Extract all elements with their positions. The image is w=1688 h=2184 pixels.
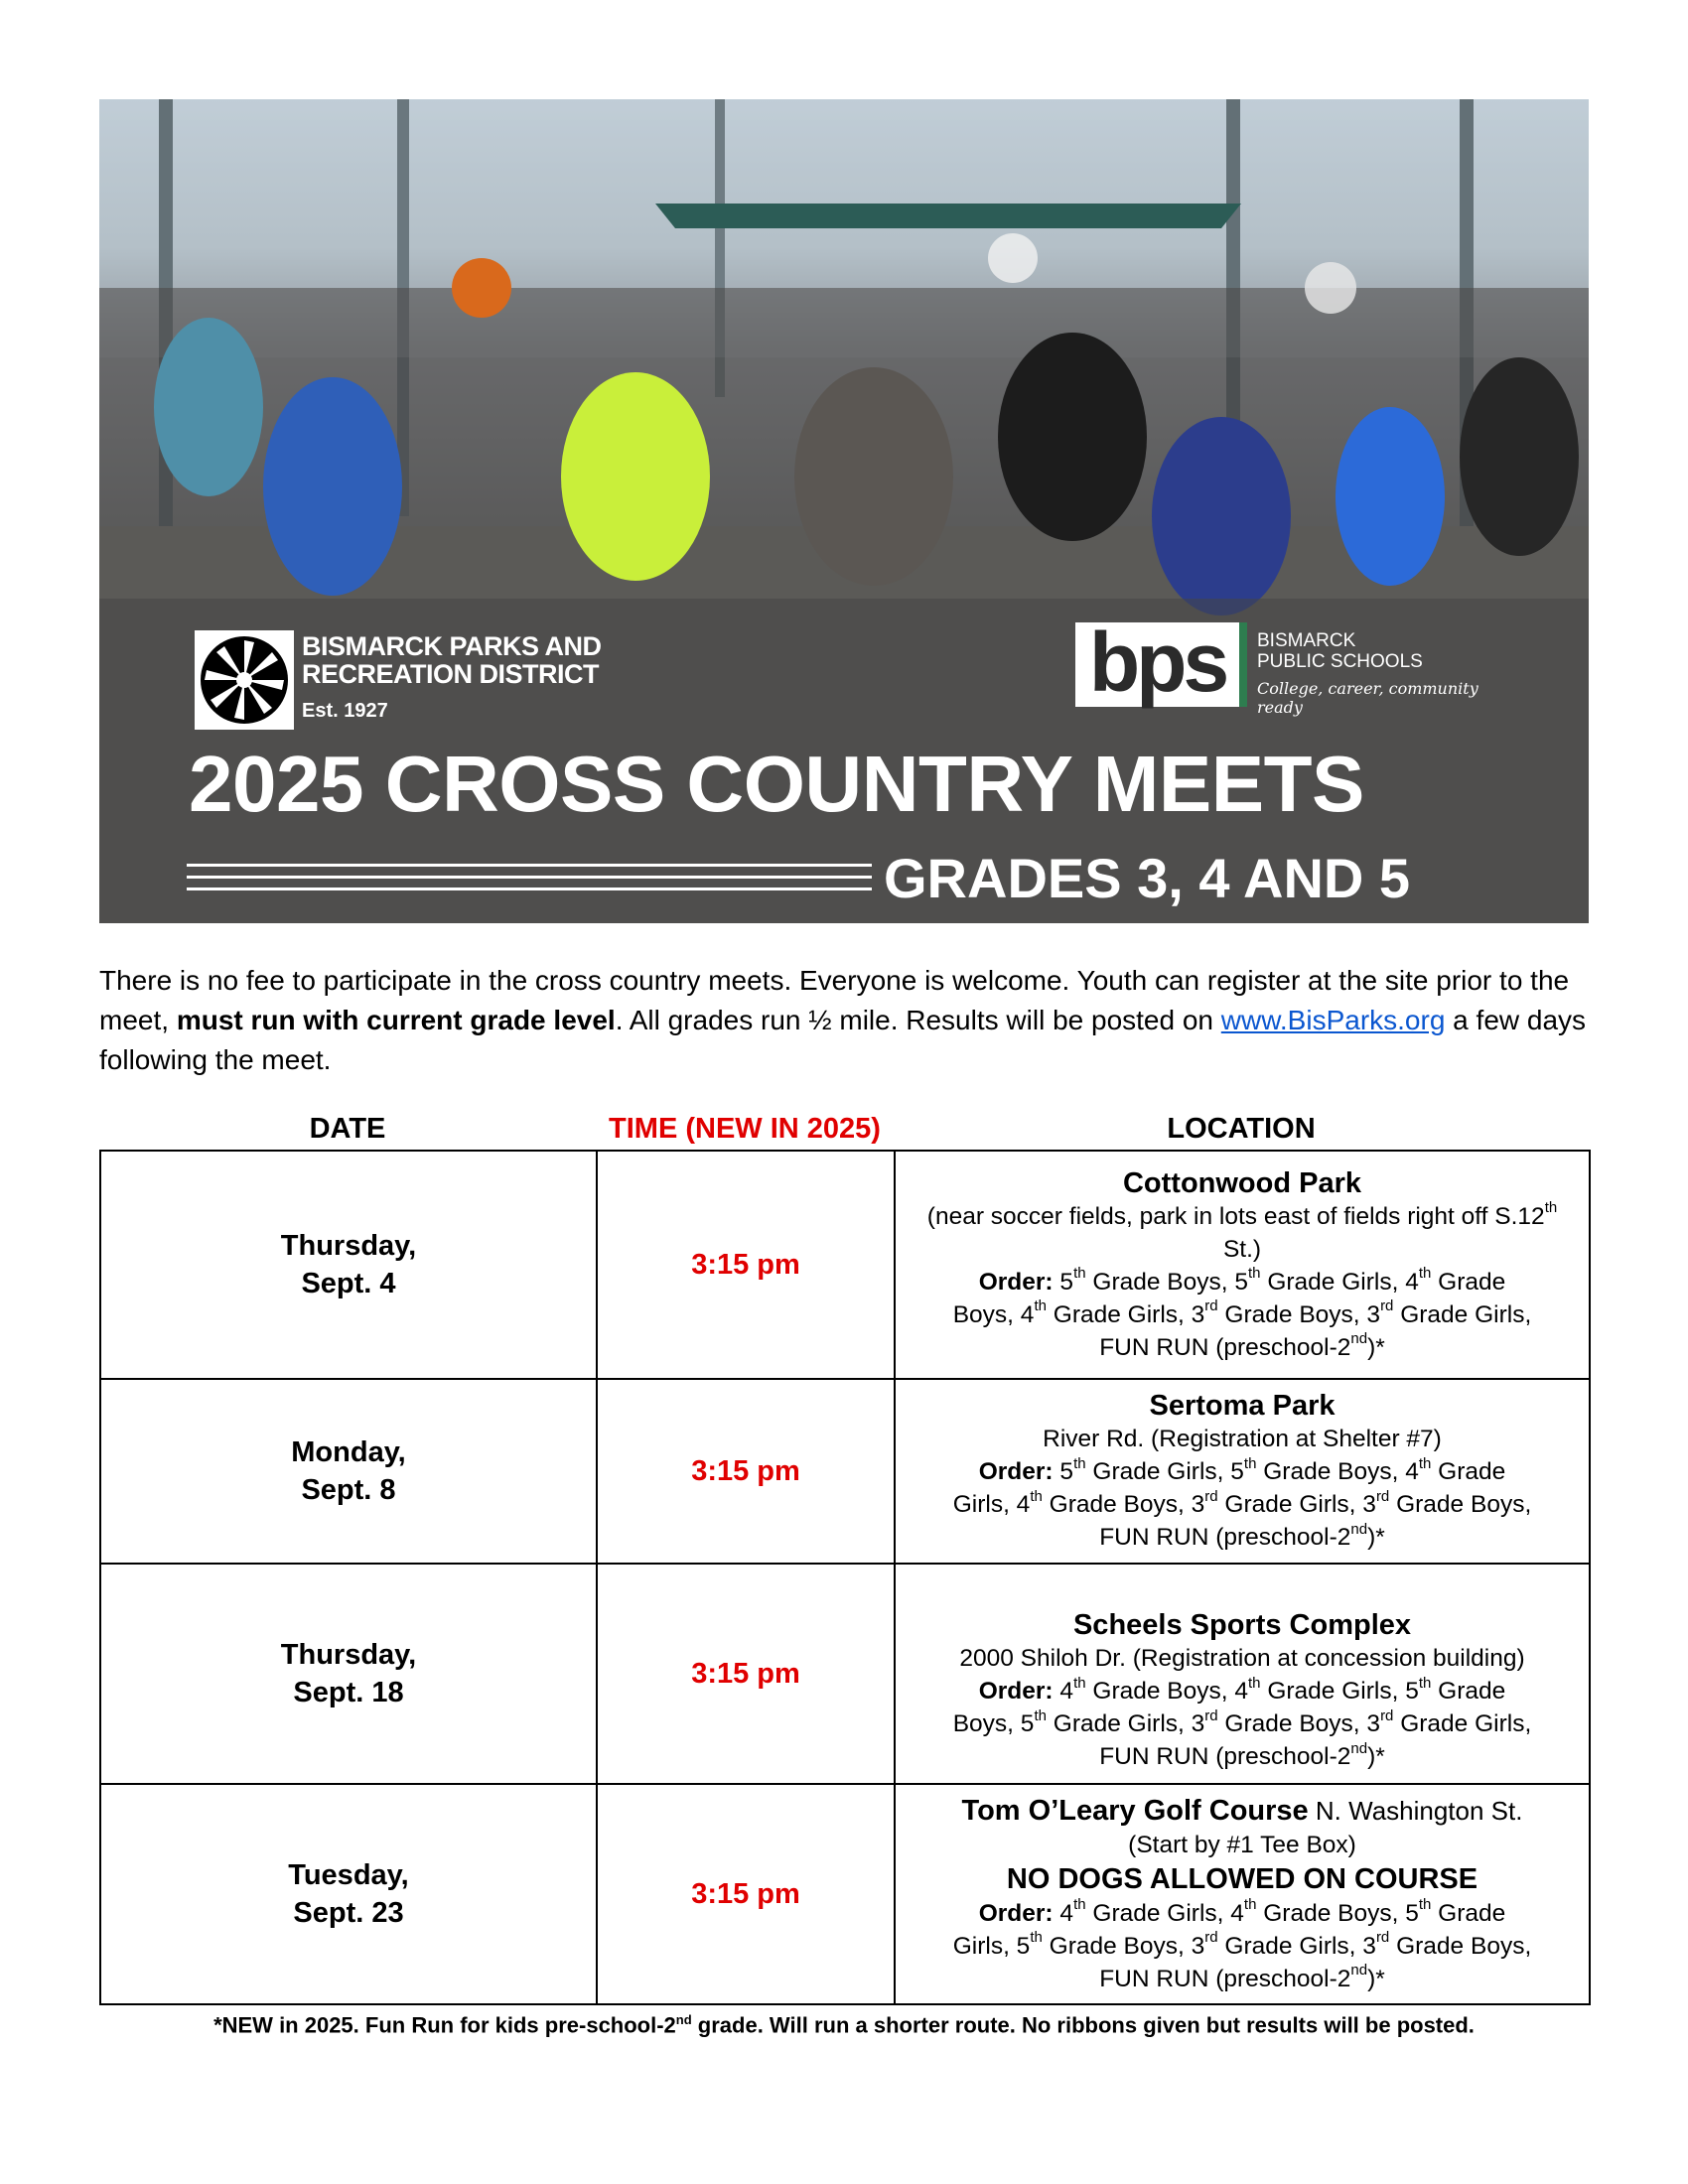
page-subtitle: GRADES 3, 4 AND 5 — [884, 847, 1411, 909]
bps-tagline: College, career, community ready — [1257, 679, 1478, 717]
date-day: Monday, — [291, 1436, 406, 1468]
time-cell: 3:15 pm — [597, 1784, 895, 2004]
meet-schedule-table — [99, 1150, 1591, 2005]
location-name: Scheels Sports Complex — [1072, 1609, 1412, 1641]
bprd-name: BISMARCK PARKS AND RECREATION DISTRICT — [302, 631, 602, 689]
bisparks-link[interactable]: www.BisParks.org — [1220, 1005, 1446, 1035]
race-order: Order: 5th Grade Girls, 5th Grade Boys, 4th Grade — [978, 1454, 1506, 1485]
race-order-cont: Girls, 4th Grade Boys, 3rd Grade Girls, 3rd Grade Boys, — [952, 1487, 1532, 1518]
hero-banner — [99, 99, 1589, 923]
race-order: Order: 4th Grade Boys, 4th Grade Girls, 5th Grade — [978, 1674, 1506, 1705]
date-day: Thursday, — [280, 1230, 417, 1262]
date-day: Thursday, — [280, 1639, 417, 1671]
fun-run-note: FUN RUN (preschool-2nd)* — [1099, 1739, 1385, 1770]
fun-run-note: FUN RUN (preschool-2nd)* — [1099, 1330, 1385, 1361]
date-cell — [100, 1379, 597, 1564]
pinwheel-logo-icon — [195, 630, 294, 730]
bprd-logo — [195, 630, 671, 730]
date-value: Sept. 18 — [293, 1677, 404, 1708]
date-day: Tuesday, — [288, 1859, 409, 1891]
time-cell: 3:15 pm — [597, 1151, 895, 1379]
time-cell: 3:15 pm — [597, 1564, 895, 1784]
intro-text-3: a few days following the meet. — [99, 1005, 1587, 1075]
table-row — [100, 1151, 1590, 1379]
bps-accent-bar — [1239, 622, 1247, 707]
table-row — [100, 1784, 1590, 2004]
intro-paragraph — [99, 961, 1599, 1080]
bps-logo — [1075, 615, 1502, 722]
race-order-cont: Girls, 5th Grade Boys, 3rd Grade Girls, 3rd Grade Boys, — [952, 1929, 1532, 1960]
fun-run-note: FUN RUN (preschool-2nd)* — [1099, 1520, 1385, 1551]
location-cell — [895, 1784, 1590, 2004]
race-order: Order: 4th Grade Girls, 4th Grade Boys, 5th Grade — [978, 1896, 1506, 1927]
table-row — [100, 1379, 1590, 1564]
race-order-cont: Boys, 4th Grade Girls, 3rd Grade Boys, 3rd Grade Girls, — [952, 1297, 1532, 1328]
location-name: Sertoma Park — [1149, 1390, 1336, 1422]
header-time: TIME (NEW IN 2025) — [609, 1113, 881, 1145]
location-detail: (Start by #1 Tee Box) — [1128, 1831, 1356, 1858]
header-location: LOCATION — [1167, 1113, 1316, 1145]
location-detail: River Rd. (Registration at Shelter #7) — [1043, 1426, 1442, 1452]
table-row — [100, 1564, 1590, 1784]
intro-text-2: . All grades run ½ mile. Results will be posted on — [615, 1005, 1221, 1035]
date-value: Sept. 23 — [293, 1897, 404, 1929]
location-detail: (near soccer fields, park in lots east of fields right off S.12th St.) — [926, 1199, 1558, 1263]
location-name: Tom O’Leary Golf Course N. Washington St. — [961, 1794, 1523, 1827]
fun-run-note: FUN RUN (preschool-2nd)* — [1099, 1962, 1385, 1992]
bprd-est: Est. 1927 — [302, 700, 388, 722]
race-order-cont: Boys, 5th Grade Girls, 3rd Grade Boys, 3rd Grade Girls, — [952, 1706, 1532, 1737]
date-value: Sept. 4 — [301, 1268, 396, 1299]
date-cell — [100, 1784, 597, 2004]
location-cell — [895, 1151, 1590, 1379]
location-cell — [895, 1564, 1590, 1784]
date-cell — [100, 1564, 597, 1784]
date-cell — [100, 1151, 597, 1379]
header-date: DATE — [309, 1113, 386, 1145]
intro-emphasis: must run with current grade level — [176, 1005, 616, 1035]
race-order: Order: 5th Grade Boys, 5th Grade Girls, 4th Grade — [978, 1265, 1506, 1296]
location-cell — [895, 1379, 1590, 1564]
no-dogs-warning: NO DOGS ALLOWED ON COURSE — [1006, 1862, 1478, 1895]
location-name: Cottonwood Park — [1122, 1166, 1362, 1199]
page-title: 2025 CROSS COUNTRY MEETS — [189, 740, 1364, 828]
location-detail: 2000 Shiloh Dr. (Registration at concession building) — [959, 1645, 1525, 1672]
intro-text-1: There is no fee to participate in the cross country meets. Everyone is welcome. Youth can register at the site prior to the meet, — [99, 965, 1570, 1035]
time-cell: 3:15 pm — [597, 1379, 895, 1564]
title-rules — [187, 864, 872, 903]
bps-name: BISMARCK PUBLIC SCHOOLS — [1257, 630, 1423, 672]
date-value: Sept. 8 — [301, 1474, 396, 1506]
bps-mark: bps — [1075, 622, 1239, 707]
fun-run-footnote: *NEW in 2025. Fun Run for kids pre-school-2nd grade. Will run a shorter route. No ribbons given but results will be posted. — [213, 2012, 1475, 2038]
